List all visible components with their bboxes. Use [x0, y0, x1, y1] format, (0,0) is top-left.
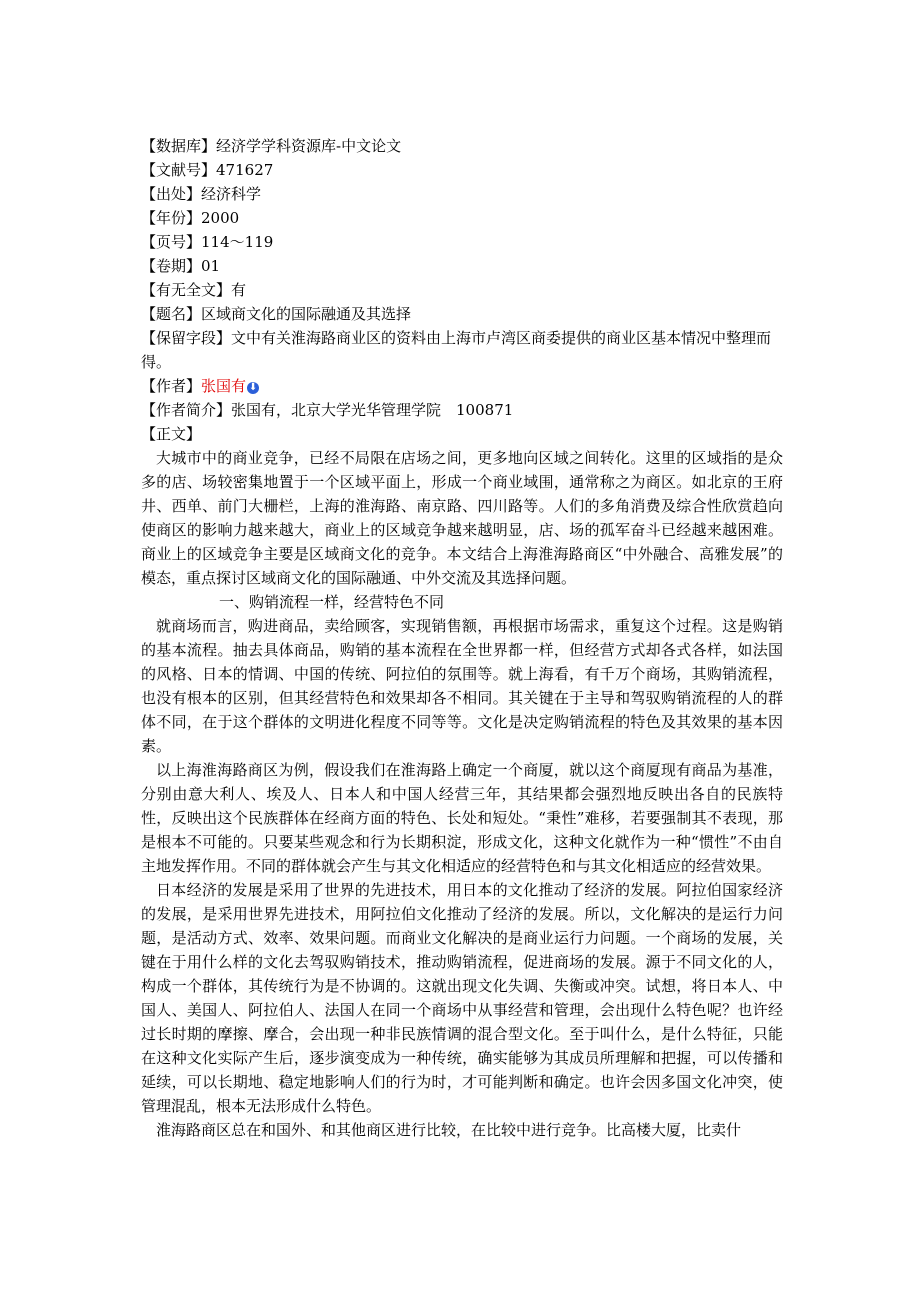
- field-label: 【文献号】: [141, 161, 217, 179]
- pages-field: [141, 230, 783, 254]
- doc-number-field: [141, 158, 783, 182]
- section-heading: 一、购销流程一样，经营特色不同: [219, 593, 445, 611]
- paragraph: 以上海淮海路商区为例，假设我们在淮海路上确定一个商厦，就以这个商厦现有商品为基准，分别由意大利人、埃及人、日本人和中国人经营三年，其结果都会强烈地反映出各自的民族特性，反映出这个民族群体在经商方面的特色、长处和短处。“秉性”难移，若要强制其不表现，那是根本不可能的。只要某些观念和行为长期积淀，形成文化，这种文化就作为一种“惯性”不由自主地发挥作用。不同的群体就会产生与其文化相适应的经营特色和与其文化相适应的经营效果。: [141, 761, 783, 875]
- field-label: 【出处】: [141, 185, 202, 203]
- fulltext-field: [141, 278, 783, 302]
- field-label: 【题名】: [141, 305, 202, 323]
- field-value: 有: [231, 281, 247, 299]
- author-bio-field: [141, 398, 783, 422]
- author-link[interactable]: 张国有: [201, 377, 247, 395]
- field-label: 【作者简介】: [141, 401, 232, 419]
- field-value: 114～119: [201, 233, 274, 251]
- author-field: [141, 374, 783, 398]
- paragraph-intro: 大城市中的商业竞争，已经不局限在店场之间，更多地向区域之间转化。这里的区域指的是众多的店、场较密集地置于一个区域平面上，形成一个商业域围，通常称之为商区。如北京的王府井、西单、前门大栅栏，上海的淮海路、南京路、四川路等。人们的多角消费及综合性欣赏趋向使商区的影响力越来越大，商业上的区域竞争越来越明显，店、场的孤军奋斗已经越来越困难。商业上的区域竞争主要是区域商文化的竞争。本文结合上海淮海路商区“中外融合、高雅发展”的模态，重点探讨区域商文化的国际融通、中外交流及其选择问题。: [141, 449, 783, 587]
- document-page: [141, 134, 783, 1142]
- field-label: 【作者】: [141, 377, 202, 395]
- reserved-field: [141, 326, 783, 374]
- field-value: 张国有，北京大学光华管理学院 100871: [231, 401, 514, 419]
- title-field: [141, 302, 783, 326]
- field-label: 【数据库】: [141, 137, 217, 155]
- article-title: 区域商文化的国际融通及其选择: [201, 305, 412, 323]
- issue-field: [141, 254, 783, 278]
- database-field: [141, 134, 783, 158]
- body-label: 【正文】: [141, 425, 202, 443]
- field-label: 【保留字段】: [141, 329, 232, 347]
- field-value: 01: [201, 257, 221, 275]
- paragraph: 就商场而言，购进商品，卖给顾客，实现销售额，再根据市场需求，重复这个过程。这是购销的基本流程。抽去具体商品，购销的基本流程在全世界都一样，但经营方式却各式各样，如法国的风格、日本的情调、中国的传统、阿拉伯的氛围等。就上海看，有千万个商场，其购销流程，也没有根本的区别，但其经营特色和效果却各不相同。其关键在于主导和驾驭购销流程的人的群体不同，在于这个群体的文明进化程度不同等等。文化是决定购销流程的特色及其效果的基本因素。: [141, 617, 783, 755]
- field-label: 【卷期】: [141, 257, 202, 275]
- field-value: 2000: [201, 209, 240, 227]
- source-field: [141, 182, 783, 206]
- field-value: 经济学学科资源库-中文论文: [216, 137, 402, 155]
- field-value: 文中有关淮海路商业区的资料由上海市卢湾区商委提供的商业区基本情况中整理而得。: [141, 329, 772, 371]
- paragraph: 淮海路商区总在和国外、和其他商区进行比较，在比较中进行竞争。比高楼大厦，比卖什: [156, 1121, 742, 1139]
- field-label: 【页号】: [141, 233, 202, 251]
- year-field: [141, 206, 783, 230]
- download-arrow-icon[interactable]: ⬇: [248, 382, 258, 393]
- field-value: 经济科学: [201, 185, 262, 203]
- paragraph: 日本经济的发展是采用了世界的先进技术，用日本的文化推动了经济的发展。阿拉伯国家经济的发展，是采用世界先进技术，用阿拉伯文化推动了经济的发展。所以，文化解决的是运行力问题，是活动方式、效率、效果问题。而商业文化解决的是商业运行力问题。一个商场的发展，关键在于用什么样的文化去驾驭购销技术，推动购销流程，促进商场的发展。源于不同文化的人，构成一个群体，其传统行为是不协调的。这就出现文化失调、失衡或冲突。试想，将日本人、中国人、美国人、阿拉伯人、法国人在同一个商场中从事经营和管理，会出现什么特色呢？也许经过长时期的摩擦、摩合，会出现一种非民族情调的混合型文化。至于叫什么，是什么特征，只能在这种文化实际产生后，逐步演变成为一种传统，确实能够为其成员所理解和把握，可以传播和延续，可以长期地、稳定地影响人们的行为时，才可能判断和确定。也许会因多国文化冲突，使管理混乱，根本无法形成什么特色。: [141, 881, 783, 1115]
- field-label: 【年份】: [141, 209, 202, 227]
- field-value: 471627: [216, 161, 274, 179]
- field-label: 【有无全文】: [141, 281, 232, 299]
